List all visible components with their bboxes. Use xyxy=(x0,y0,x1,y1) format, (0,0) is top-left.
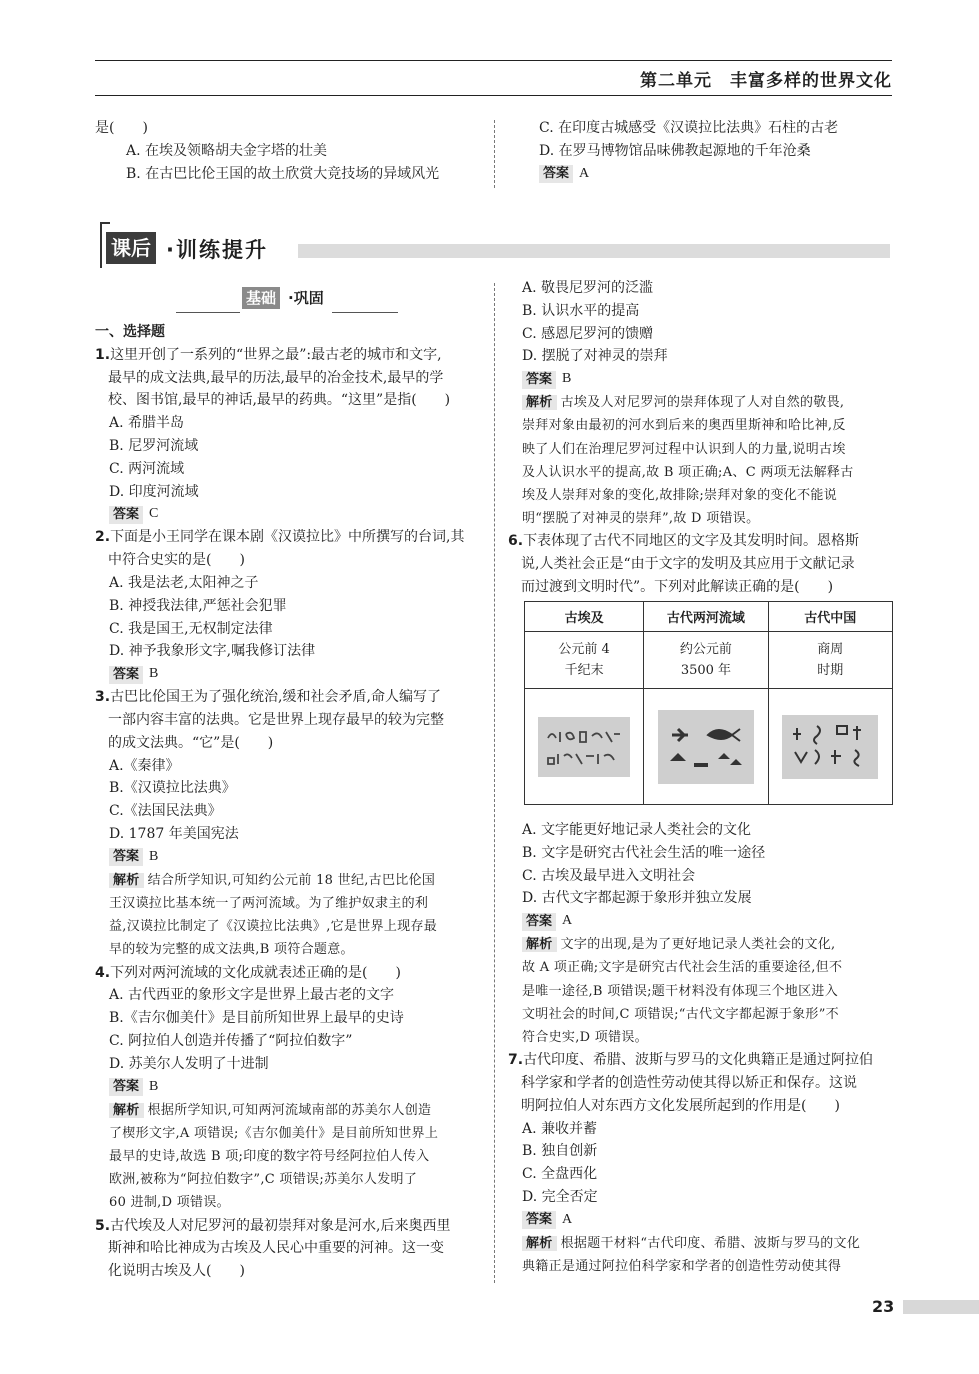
answer-value: C xyxy=(149,506,159,522)
question-text: 斯神和哈比神成为古埃及人民心中重要的河神。这一变 xyxy=(108,1240,444,1257)
question-text: 化说明古埃及人( ) xyxy=(108,1263,245,1280)
answer-value: A xyxy=(562,1211,573,1227)
answer-label: 答案 xyxy=(522,371,556,389)
explanation xyxy=(508,1232,894,1278)
section-title: ·训练提升 xyxy=(166,238,268,262)
top-right-block xyxy=(508,117,894,186)
table-row xyxy=(525,689,893,805)
question-text: 古代埃及人对尼罗河的最初崇拜对象是河水,后来奥西里 xyxy=(110,1217,451,1234)
question-number: 2. xyxy=(95,529,111,546)
sub-rule-left xyxy=(176,312,240,313)
unit-title: 第二单元 丰富多样的世界文化 xyxy=(640,71,892,91)
answer-label: 答案 xyxy=(109,848,143,866)
table-header-row xyxy=(525,602,893,632)
top-left-block xyxy=(95,117,480,185)
explanation-text: 典籍正是通过阿拉伯科学家和学者的创造性劳动使其得 xyxy=(522,1258,842,1274)
explanation-text: 结合所学知识,可知约公元前 18 世纪,古巴比伦国 xyxy=(147,872,436,888)
explanation-text: 是唯一途径,B 项错误;题干材料没有体现三个地区进入 xyxy=(522,983,838,999)
explanation-text: 早的较为完整的成文法典,B 项符合题意。 xyxy=(109,942,354,958)
table-cell xyxy=(768,689,892,805)
option-c: C. 两河流域 xyxy=(109,460,185,477)
subsection-text: ·巩固 xyxy=(288,289,324,307)
explanation-text: 古埃及人对尼罗河的崇拜体现了人对自然的敬畏, xyxy=(560,395,845,411)
table-header: 古代中国 xyxy=(768,602,892,632)
subsection-banner xyxy=(176,287,398,315)
question-text: 明阿拉伯人对东西方文化发展所起到的作用是( ) xyxy=(521,1097,840,1114)
header-rule-bottom xyxy=(95,95,892,96)
question-text: 下面是小王同学在课本剧《汉谟拉比》中所撰写的台词,其 xyxy=(110,529,465,546)
table-cell: 约公元前 3500 年 xyxy=(644,632,768,689)
question-5 xyxy=(95,1215,480,1283)
question-1 xyxy=(95,344,480,527)
explanation xyxy=(95,869,480,962)
option-d: D. 苏美尔人发明了十进制 xyxy=(109,1055,269,1072)
question-number: 7. xyxy=(508,1052,524,1069)
question-number: 3. xyxy=(95,689,111,706)
option-d: D. 完全否定 xyxy=(522,1188,598,1205)
sub-rule-right xyxy=(332,312,398,313)
option-b: B.《汉谟拉比法典》 xyxy=(109,780,236,797)
answer-label: 答案 xyxy=(109,1078,143,1096)
answer-label: 答案 xyxy=(539,165,573,183)
answer-value: B xyxy=(562,371,572,387)
option-b: B. 尼罗河流域 xyxy=(109,437,199,454)
section-banner xyxy=(100,222,892,270)
question-6 xyxy=(508,530,894,598)
option-a: A. 古代西亚的象形文字是世界上最古老的文字 xyxy=(109,987,395,1004)
answer-value: A xyxy=(562,913,573,929)
answer-row xyxy=(508,910,894,933)
column-divider xyxy=(494,283,495,1283)
option-c: C. 我是国王,无权制定法律 xyxy=(109,620,273,637)
table-cell: 商周 时期 xyxy=(768,632,892,689)
explanation-label: 解析 xyxy=(522,1236,557,1251)
question-text: 的成文法典。“它”是( ) xyxy=(108,734,274,751)
question-text: 古巴比伦国王为了强化统治,缓和社会矛盾,命人编写了 xyxy=(110,689,441,706)
question-text: 说,人类社会正是“由于文字的发明及其应用于文献记录 xyxy=(521,556,855,573)
banner-bar xyxy=(298,244,890,258)
option-c: C. 阿拉伯人创造并传播了“阿拉伯数字” xyxy=(109,1032,353,1049)
explanation xyxy=(508,933,894,1049)
explanation-label: 解析 xyxy=(109,873,144,888)
column-divider-top xyxy=(494,120,495,188)
explanation-text: 符合史实,D 项错误。 xyxy=(522,1030,648,1045)
explanation-text: 60 进制,D 项错误。 xyxy=(109,1195,230,1211)
question-text: 古代印度、希腊、波斯与罗马的文化典籍正是通过阿拉伯 xyxy=(523,1052,874,1069)
table-header: 古埃及 xyxy=(525,602,644,632)
question-text: 下表体现了古代不同地区的文字及其发明时间。恩格斯 xyxy=(523,533,860,550)
question-text: 校、图书馆,最早的神话,最早的药典。“这里”是指( ) xyxy=(108,392,451,409)
answer-value: B xyxy=(149,848,159,864)
option-d: D. 古代文字都起源于象形并独立发展 xyxy=(522,890,752,907)
question-text: 科学家和学者的创造性劳动使其得以矫正和保存。这说 xyxy=(521,1075,857,1091)
section-label: 课后 xyxy=(106,232,156,264)
option-c: C. 全盘西化 xyxy=(522,1166,598,1183)
explanation-label: 解析 xyxy=(109,1103,144,1118)
explanation-text: 文明社会的时间,C 项错误;“古代文字都起源于象形”不 xyxy=(522,1006,839,1022)
option-b: B. 认识水平的提高 xyxy=(522,302,640,319)
explanation-text: 王汉谟拉比基本统一了两河流域。为了维护奴隶主的利 xyxy=(109,895,429,911)
cuneiform-image xyxy=(658,710,754,784)
table-header: 古代两河流域 xyxy=(644,602,768,632)
explanation-text: 欧洲,被称为“阿拉伯数字”,C 项错误;苏美尔人发明了 xyxy=(109,1172,418,1188)
explanation-text: 根据题干材料“古代印度、希腊、波斯与罗马的文化 xyxy=(560,1235,861,1251)
option-b: B.《吉尔伽美什》是目前所知世界上最早的史诗 xyxy=(109,1010,404,1027)
option-d: D. 摆脱了对神灵的崇拜 xyxy=(522,348,668,365)
explanation-text: 崇拜对象由最初的河水到后来的奥西里斯神和哈比神,反 xyxy=(522,418,846,434)
explanation-text: 最早的史诗,故选 B 项;印度的数字符号经阿拉伯人传入 xyxy=(109,1148,430,1164)
answer-row xyxy=(508,163,894,186)
header-rule-top xyxy=(95,60,892,61)
prev-question-tail: 是( ) xyxy=(95,120,148,136)
option-a: A. 希腊半岛 xyxy=(109,415,185,432)
subsection-tag: 基础 xyxy=(242,287,280,309)
answer-row xyxy=(95,1076,480,1099)
option-a: A. 敬畏尼罗河的泛滥 xyxy=(522,280,654,296)
explanation-label: 解析 xyxy=(522,395,557,410)
explanation-text: 埃及人崇拜对象的变化,故排除;崇拜对象的变化不能说 xyxy=(522,488,838,503)
answer-row xyxy=(95,503,480,526)
question-3 xyxy=(95,686,480,961)
question-number: 5. xyxy=(95,1217,111,1234)
option-c: C.《法国民法典》 xyxy=(109,803,222,820)
answer-row xyxy=(95,663,480,686)
explanation-text: 文字的出现,是为了更好地记录人类社会的文化, xyxy=(560,937,836,953)
option-d: D. 神予我象形文字,嘱我修订法律 xyxy=(109,643,316,660)
page-number: 23 xyxy=(872,1297,895,1316)
explanation-text: 故 A 项正确;文字是研究古代社会生活的重要途径,但不 xyxy=(522,960,843,976)
table-row xyxy=(525,632,893,689)
explanation-text: 益,汉谟拉比制定了《汉谟拉比法典》,它是世界上现存最 xyxy=(109,919,438,935)
option-b: B. 在古巴比伦王国的故土欣赏大竞技场的异域风光 xyxy=(126,165,440,182)
answer-value: A xyxy=(579,165,590,181)
question-text: 下列对两河流域的文化成就表述正确的是( ) xyxy=(110,964,401,981)
answer-label: 答案 xyxy=(522,1211,556,1229)
table-cell xyxy=(525,689,644,805)
hieroglyph-image xyxy=(538,717,630,777)
question-type-heading: 一、选择题 xyxy=(95,324,165,340)
table-cell xyxy=(644,689,768,805)
question-number: 1. xyxy=(95,346,111,363)
answer-row xyxy=(508,368,894,391)
option-a: A. 兼收并蓄 xyxy=(522,1120,598,1137)
explanation-text: 根据所学知识,可知两河流域南部的苏美尔人创造 xyxy=(147,1102,432,1118)
explanation-text: 明“摆脱了对神灵的崇拜”,故 D 项错误。 xyxy=(522,511,760,527)
option-b: B. 文字是研究古代社会生活的唯一途径 xyxy=(522,844,766,861)
answer-row xyxy=(95,846,480,869)
page-number-bar xyxy=(903,1300,979,1314)
writing-systems-table xyxy=(524,601,893,805)
explanation-text: 了楔形文字,A 项错误;《吉尔伽美什》是目前所知世界上 xyxy=(109,1125,439,1141)
question-text: 最早的成文法典,最早的历法,最早的冶金技术,最早的学 xyxy=(108,369,444,386)
answer-label: 答案 xyxy=(109,666,143,684)
question-text: 一部内容丰富的法典。它是世界上现存最早的较为完整 xyxy=(108,711,444,728)
option-a: A. 文字能更好地记录人类社会的文化 xyxy=(522,822,752,838)
option-d: D. 在罗马博物馆品味佛教起源地的千年沧桑 xyxy=(539,142,811,159)
answer-label: 答案 xyxy=(522,913,556,931)
option-d: D. 印度河流域 xyxy=(109,483,199,500)
explanation-label: 解析 xyxy=(522,937,557,952)
option-a: A. 我是法老,太阳神之子 xyxy=(109,574,259,591)
question-7 xyxy=(508,1049,894,1278)
explanation-text: 映了人们在治理尼罗河过程中认识到人的力量,说明古埃 xyxy=(522,441,846,457)
option-c: C. 感恩尼罗河的馈赠 xyxy=(522,325,654,342)
option-c: C. 古埃及最早进入文明社会 xyxy=(522,867,696,884)
option-a: A. 在埃及领略胡夫金字塔的壮美 xyxy=(126,142,328,159)
option-b: B. 独自创新 xyxy=(522,1143,598,1160)
option-b: B. 神授我法律,严惩社会犯罪 xyxy=(109,597,287,614)
option-a: A.《秦律》 xyxy=(109,757,180,774)
question-text: 中符合史实的是( ) xyxy=(108,552,245,569)
left-column xyxy=(95,321,480,1283)
answer-value: B xyxy=(149,1078,159,1094)
option-d: D. 1787 年美国宪法 xyxy=(109,825,239,842)
explanation xyxy=(508,391,894,530)
question-number: 6. xyxy=(508,533,524,550)
right-column-lower xyxy=(508,819,894,1278)
answer-row xyxy=(508,1209,894,1232)
question-text: 而过渡到文明时代”。下列对此解读正确的是( ) xyxy=(521,579,834,595)
question-number: 4. xyxy=(95,964,111,981)
answer-label: 答案 xyxy=(109,506,143,524)
question-text: 这里开创了一系列的“世界之最”:最古老的城市和文字, xyxy=(110,346,442,363)
answer-value: B xyxy=(149,666,159,682)
question-2 xyxy=(95,526,480,686)
explanation-text: 及人认识水平的提高,故 B 项正确;A、C 两项无法解释古 xyxy=(522,464,854,480)
explanation xyxy=(95,1099,480,1215)
option-c: C. 在印度古城感受《汉谟拉比法典》石柱的古老 xyxy=(539,120,839,136)
question-4 xyxy=(95,962,480,1215)
right-column xyxy=(508,277,894,599)
oracle-bone-image xyxy=(782,715,878,779)
table-cell: 公元前 4 千纪末 xyxy=(525,632,644,689)
